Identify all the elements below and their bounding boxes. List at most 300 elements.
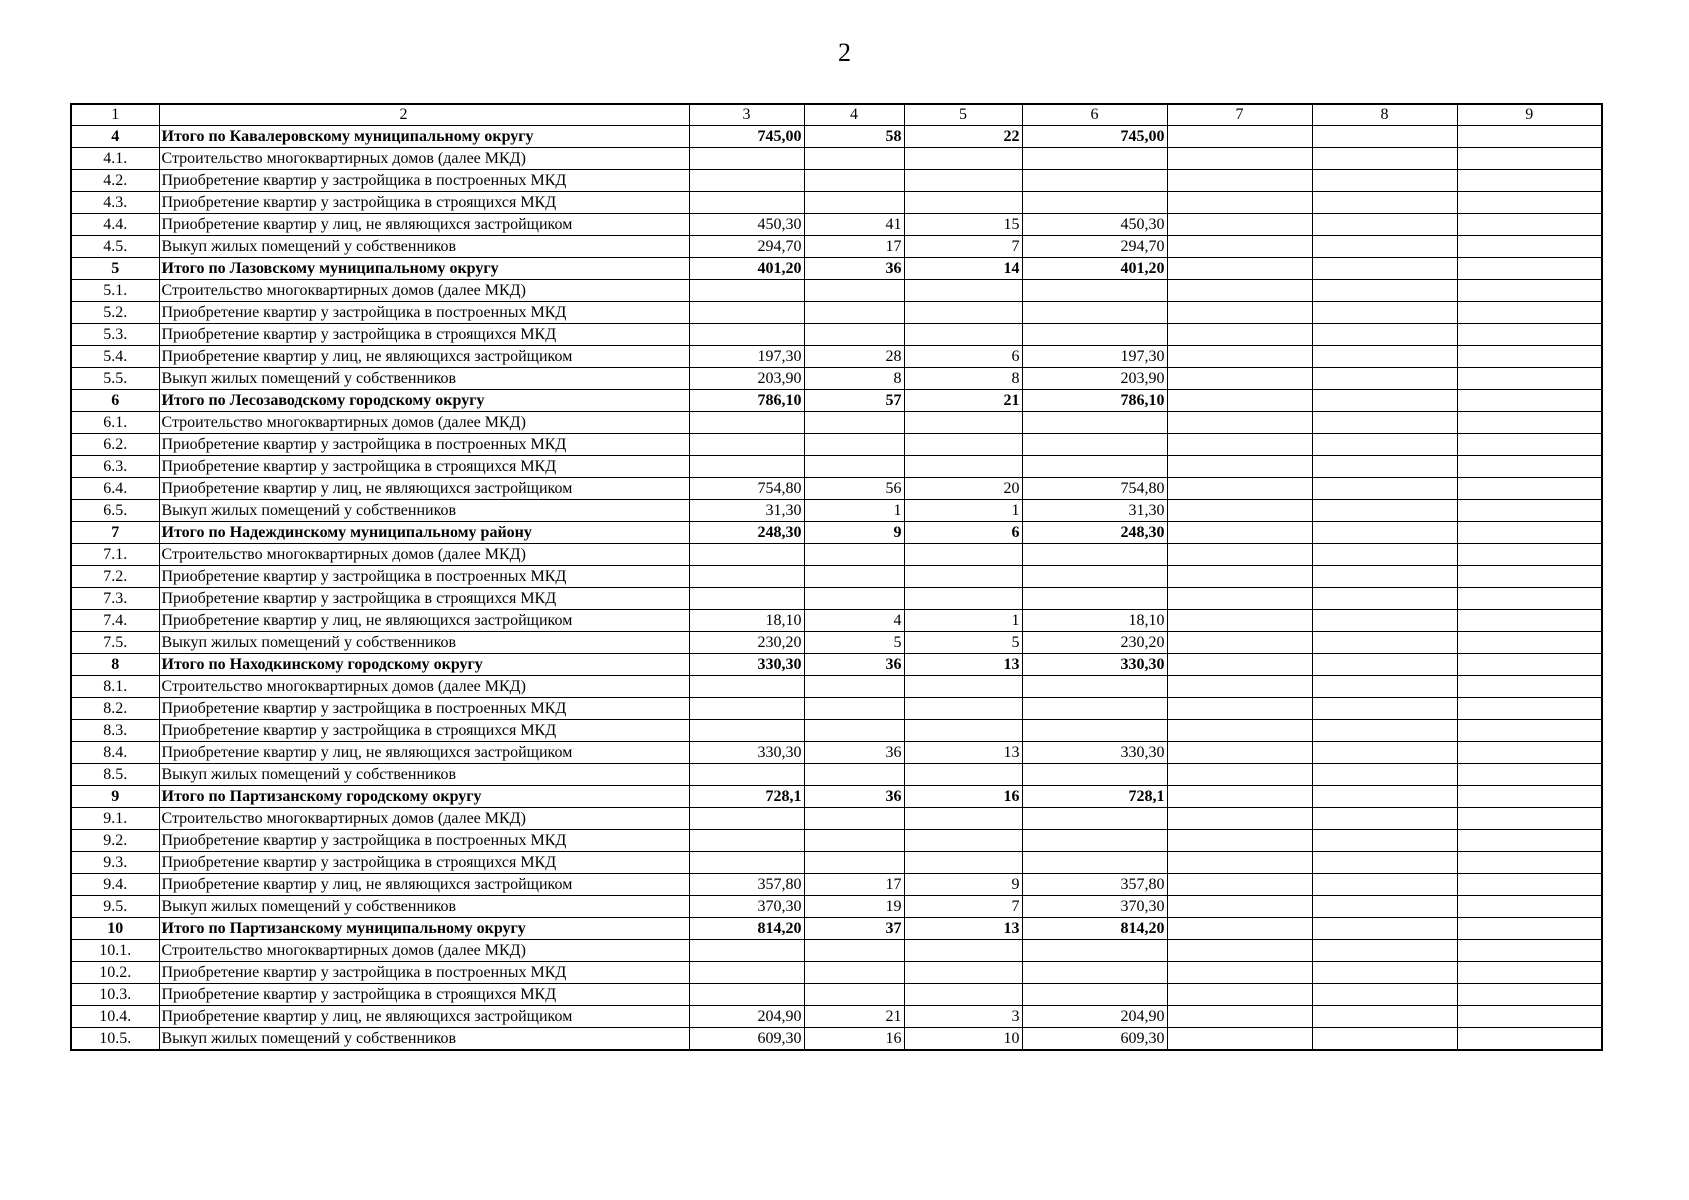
cell-col-3 [689, 698, 804, 720]
column-header: 2 [159, 104, 689, 126]
cell-col-8 [1312, 346, 1457, 368]
row-label-cell: Приобретение квартир у застройщика в построенных МКД [159, 170, 689, 192]
row-label-cell: Выкуп жилых помещений у собственников [159, 764, 689, 786]
cell-col-8 [1312, 654, 1457, 676]
row-label-cell: Итого по Партизанскому муниципальному округу [159, 918, 689, 940]
cell-col-7 [1167, 610, 1312, 632]
cell-col-7 [1167, 698, 1312, 720]
cell-col-4: 5 [804, 632, 904, 654]
table-row [71, 874, 1602, 896]
cell-col-4: 41 [804, 214, 904, 236]
cell-col-6: 357,80 [1022, 874, 1167, 896]
row-label-cell: Строительство многоквартирных домов (далее МКД) [159, 676, 689, 698]
row-number-cell: 9 [71, 786, 159, 808]
row-label-cell: Приобретение квартир у лиц, не являющихся застройщиком [159, 1006, 689, 1028]
row-label-cell: Приобретение квартир у застройщика в строящихся МКД [159, 588, 689, 610]
cell-col-5 [904, 984, 1022, 1006]
cell-col-9 [1457, 808, 1602, 830]
cell-col-5: 13 [904, 742, 1022, 764]
cell-col-9 [1457, 478, 1602, 500]
cell-col-7 [1167, 192, 1312, 214]
cell-col-8 [1312, 720, 1457, 742]
cell-col-6 [1022, 676, 1167, 698]
column-header-row [71, 104, 1602, 126]
column-header: 4 [804, 104, 904, 126]
cell-col-3: 357,80 [689, 874, 804, 896]
row-label-cell: Приобретение квартир у застройщика в построенных МКД [159, 962, 689, 984]
cell-col-9 [1457, 676, 1602, 698]
cell-col-4: 36 [804, 742, 904, 764]
row-number-cell: 5.1. [71, 280, 159, 302]
cell-col-7 [1167, 1028, 1312, 1051]
cell-col-9 [1457, 610, 1602, 632]
cell-col-5 [904, 412, 1022, 434]
row-number-cell: 6.3. [71, 456, 159, 478]
cell-col-7 [1167, 368, 1312, 390]
row-number-cell: 5 [71, 258, 159, 280]
cell-col-9 [1457, 566, 1602, 588]
cell-col-3 [689, 434, 804, 456]
cell-col-3: 197,30 [689, 346, 804, 368]
cell-col-6: 330,30 [1022, 742, 1167, 764]
total-row [71, 522, 1602, 544]
row-label-cell: Приобретение квартир у застройщика в построенных МКД [159, 830, 689, 852]
total-row [71, 786, 1602, 808]
row-label-cell: Приобретение квартир у застройщика в строящихся МКД [159, 456, 689, 478]
cell-col-6: 754,80 [1022, 478, 1167, 500]
row-number-cell: 7.2. [71, 566, 159, 588]
cell-col-4 [804, 280, 904, 302]
cell-col-4: 28 [804, 346, 904, 368]
cell-col-8 [1312, 830, 1457, 852]
cell-col-4: 37 [804, 918, 904, 940]
cell-col-9 [1457, 170, 1602, 192]
cell-col-9 [1457, 522, 1602, 544]
cell-col-6 [1022, 698, 1167, 720]
cell-col-4 [804, 148, 904, 170]
row-label-cell: Приобретение квартир у застройщика в строящихся МКД [159, 720, 689, 742]
cell-col-4: 36 [804, 654, 904, 676]
cell-col-4: 8 [804, 368, 904, 390]
cell-col-8 [1312, 544, 1457, 566]
table-row [71, 280, 1602, 302]
cell-col-5 [904, 170, 1022, 192]
cell-col-6: 728,1 [1022, 786, 1167, 808]
cell-col-3 [689, 192, 804, 214]
row-number-cell: 9.5. [71, 896, 159, 918]
cell-col-8 [1312, 478, 1457, 500]
cell-col-4: 16 [804, 1028, 904, 1051]
row-label-cell: Приобретение квартир у лиц, не являющихся застройщиком [159, 610, 689, 632]
row-number-cell: 10 [71, 918, 159, 940]
cell-col-5 [904, 280, 1022, 302]
cell-col-9 [1457, 280, 1602, 302]
table-row [71, 346, 1602, 368]
row-label-cell: Строительство многоквартирных домов (далее МКД) [159, 940, 689, 962]
row-label-cell: Итого по Надеждинскому муниципальному району [159, 522, 689, 544]
column-header: 8 [1312, 104, 1457, 126]
table-row [71, 896, 1602, 918]
cell-col-5: 7 [904, 896, 1022, 918]
cell-col-6 [1022, 808, 1167, 830]
cell-col-9 [1457, 126, 1602, 148]
cell-col-3: 31,30 [689, 500, 804, 522]
row-number-cell: 5.3. [71, 324, 159, 346]
cell-col-7 [1167, 874, 1312, 896]
cell-col-5 [904, 324, 1022, 346]
row-label-cell: Приобретение квартир у лиц, не являющихся застройщиком [159, 742, 689, 764]
row-label-cell: Строительство многоквартирных домов (далее МКД) [159, 280, 689, 302]
cell-col-7 [1167, 148, 1312, 170]
cell-col-5: 1 [904, 610, 1022, 632]
row-number-cell: 8.1. [71, 676, 159, 698]
column-header: 7 [1167, 104, 1312, 126]
cell-col-9 [1457, 192, 1602, 214]
total-row [71, 390, 1602, 412]
row-label-cell: Приобретение квартир у застройщика в строящихся МКД [159, 852, 689, 874]
cell-col-4: 17 [804, 874, 904, 896]
table-row [71, 456, 1602, 478]
table-row [71, 148, 1602, 170]
cell-col-7 [1167, 236, 1312, 258]
row-number-cell: 10.2. [71, 962, 159, 984]
table-row [71, 302, 1602, 324]
cell-col-9 [1457, 368, 1602, 390]
cell-col-3 [689, 412, 804, 434]
table-row [71, 544, 1602, 566]
cell-col-4 [804, 302, 904, 324]
row-label-cell: Приобретение квартир у застройщика в построенных МКД [159, 302, 689, 324]
cell-col-3: 814,20 [689, 918, 804, 940]
cell-col-4 [804, 940, 904, 962]
column-header: 3 [689, 104, 804, 126]
total-row [71, 654, 1602, 676]
table-row [71, 368, 1602, 390]
row-label-cell: Приобретение квартир у застройщика в построенных МКД [159, 566, 689, 588]
cell-col-3: 728,1 [689, 786, 804, 808]
row-number-cell: 8.5. [71, 764, 159, 786]
cell-col-7 [1167, 170, 1312, 192]
cell-col-4 [804, 434, 904, 456]
cell-col-5 [904, 698, 1022, 720]
row-number-cell: 6.2. [71, 434, 159, 456]
cell-col-9 [1457, 588, 1602, 610]
cell-col-8 [1312, 192, 1457, 214]
cell-col-8 [1312, 632, 1457, 654]
row-number-cell: 10.3. [71, 984, 159, 1006]
cell-col-8 [1312, 302, 1457, 324]
cell-col-6 [1022, 544, 1167, 566]
row-label-cell: Строительство многоквартирных домов (далее МКД) [159, 412, 689, 434]
cell-col-3: 609,30 [689, 1028, 804, 1051]
cell-col-7 [1167, 478, 1312, 500]
cell-col-9 [1457, 984, 1602, 1006]
cell-col-5: 13 [904, 654, 1022, 676]
cell-col-9 [1457, 1006, 1602, 1028]
cell-col-6: 294,70 [1022, 236, 1167, 258]
cell-col-8 [1312, 1028, 1457, 1051]
cell-col-3 [689, 676, 804, 698]
cell-col-5: 7 [904, 236, 1022, 258]
cell-col-8 [1312, 456, 1457, 478]
cell-col-3: 745,00 [689, 126, 804, 148]
cell-col-9 [1457, 324, 1602, 346]
cell-col-7 [1167, 940, 1312, 962]
cell-col-8 [1312, 764, 1457, 786]
cell-col-6: 230,20 [1022, 632, 1167, 654]
cell-col-5: 16 [904, 786, 1022, 808]
cell-col-5: 22 [904, 126, 1022, 148]
row-number-cell: 4.1. [71, 148, 159, 170]
cell-col-9 [1457, 962, 1602, 984]
cell-col-5: 6 [904, 522, 1022, 544]
cell-col-3: 401,20 [689, 258, 804, 280]
total-row [71, 126, 1602, 148]
cell-col-3 [689, 170, 804, 192]
cell-col-7 [1167, 632, 1312, 654]
cell-col-9 [1457, 214, 1602, 236]
cell-col-7 [1167, 544, 1312, 566]
cell-col-4: 56 [804, 478, 904, 500]
cell-col-6: 786,10 [1022, 390, 1167, 412]
cell-col-7 [1167, 654, 1312, 676]
cell-col-8 [1312, 896, 1457, 918]
row-label-cell: Приобретение квартир у лиц, не являющихся застройщиком [159, 214, 689, 236]
row-label-cell: Приобретение квартир у застройщика в построенных МКД [159, 698, 689, 720]
cell-col-8 [1312, 368, 1457, 390]
table-row [71, 434, 1602, 456]
cell-col-4: 36 [804, 786, 904, 808]
cell-col-8 [1312, 258, 1457, 280]
cell-col-3 [689, 720, 804, 742]
cell-col-9 [1457, 456, 1602, 478]
cell-col-5: 8 [904, 368, 1022, 390]
row-number-cell: 8.3. [71, 720, 159, 742]
cell-col-3: 204,90 [689, 1006, 804, 1028]
table-row [71, 764, 1602, 786]
row-number-cell: 4.5. [71, 236, 159, 258]
cell-col-6: 330,30 [1022, 654, 1167, 676]
cell-col-6 [1022, 456, 1167, 478]
table-row [71, 412, 1602, 434]
cell-col-5 [904, 830, 1022, 852]
cell-col-5: 10 [904, 1028, 1022, 1051]
cell-col-7 [1167, 830, 1312, 852]
cell-col-9 [1457, 236, 1602, 258]
cell-col-8 [1312, 214, 1457, 236]
cell-col-4 [804, 808, 904, 830]
cell-col-4 [804, 852, 904, 874]
cell-col-6 [1022, 434, 1167, 456]
cell-col-9 [1457, 148, 1602, 170]
cell-col-8 [1312, 962, 1457, 984]
cell-col-5 [904, 434, 1022, 456]
table-row [71, 742, 1602, 764]
row-number-cell: 9.4. [71, 874, 159, 896]
table-row [71, 1028, 1602, 1051]
cell-col-4 [804, 698, 904, 720]
cell-col-8 [1312, 786, 1457, 808]
cell-col-3: 370,30 [689, 896, 804, 918]
cell-col-9 [1457, 830, 1602, 852]
cell-col-4: 17 [804, 236, 904, 258]
row-number-cell: 5.2. [71, 302, 159, 324]
cell-col-5 [904, 720, 1022, 742]
cell-col-7 [1167, 456, 1312, 478]
cell-col-8 [1312, 500, 1457, 522]
cell-col-4 [804, 170, 904, 192]
cell-col-4 [804, 676, 904, 698]
cell-col-9 [1457, 852, 1602, 874]
cell-col-5 [904, 852, 1022, 874]
cell-col-8 [1312, 742, 1457, 764]
cell-col-6: 814,20 [1022, 918, 1167, 940]
cell-col-3 [689, 566, 804, 588]
cell-col-5: 15 [904, 214, 1022, 236]
row-number-cell: 7.1. [71, 544, 159, 566]
cell-col-5 [904, 676, 1022, 698]
cell-col-7 [1167, 346, 1312, 368]
cell-col-4 [804, 588, 904, 610]
cell-col-5: 20 [904, 478, 1022, 500]
row-number-cell: 6.4. [71, 478, 159, 500]
row-number-cell: 6.1. [71, 412, 159, 434]
cell-col-8 [1312, 280, 1457, 302]
cell-col-7 [1167, 1006, 1312, 1028]
table-row [71, 676, 1602, 698]
cell-col-8 [1312, 588, 1457, 610]
table-row [71, 192, 1602, 214]
cell-col-9 [1457, 786, 1602, 808]
cell-col-7 [1167, 324, 1312, 346]
cell-col-4 [804, 192, 904, 214]
row-number-cell: 8.4. [71, 742, 159, 764]
cell-col-5 [904, 808, 1022, 830]
cell-col-8 [1312, 852, 1457, 874]
cell-col-8 [1312, 610, 1457, 632]
row-number-cell: 5.5. [71, 368, 159, 390]
cell-col-6: 18,10 [1022, 610, 1167, 632]
cell-col-3: 450,30 [689, 214, 804, 236]
cell-col-6 [1022, 764, 1167, 786]
cell-col-3: 754,80 [689, 478, 804, 500]
cell-col-7 [1167, 984, 1312, 1006]
cell-col-3: 330,30 [689, 654, 804, 676]
cell-col-6 [1022, 170, 1167, 192]
row-label-cell: Выкуп жилых помещений у собственников [159, 632, 689, 654]
table-row [71, 698, 1602, 720]
table-row [71, 808, 1602, 830]
table-row [71, 1006, 1602, 1028]
cell-col-6 [1022, 984, 1167, 1006]
table-row [71, 830, 1602, 852]
row-label-cell: Итого по Лазовскому муниципальному округу [159, 258, 689, 280]
cell-col-6: 197,30 [1022, 346, 1167, 368]
cell-col-3 [689, 280, 804, 302]
cell-col-3 [689, 764, 804, 786]
cell-col-8 [1312, 170, 1457, 192]
table-row [71, 214, 1602, 236]
table-row [71, 852, 1602, 874]
row-label-cell: Приобретение квартир у лиц, не являющихся застройщиком [159, 874, 689, 896]
cell-col-3: 248,30 [689, 522, 804, 544]
cell-col-6 [1022, 412, 1167, 434]
row-number-cell: 9.2. [71, 830, 159, 852]
column-header: 9 [1457, 104, 1602, 126]
data-table [70, 103, 1603, 1051]
cell-col-3 [689, 984, 804, 1006]
cell-col-8 [1312, 676, 1457, 698]
cell-col-7 [1167, 588, 1312, 610]
cell-col-3: 203,90 [689, 368, 804, 390]
cell-col-4 [804, 720, 904, 742]
cell-col-8 [1312, 522, 1457, 544]
cell-col-5: 9 [904, 874, 1022, 896]
cell-col-4 [804, 984, 904, 1006]
cell-col-7 [1167, 808, 1312, 830]
cell-col-7 [1167, 522, 1312, 544]
cell-col-9 [1457, 698, 1602, 720]
cell-col-9 [1457, 742, 1602, 764]
total-row [71, 918, 1602, 940]
table-row [71, 720, 1602, 742]
cell-col-8 [1312, 918, 1457, 940]
table-row [71, 478, 1602, 500]
cell-col-7 [1167, 962, 1312, 984]
row-label-cell: Строительство многоквартирных домов (далее МКД) [159, 148, 689, 170]
cell-col-7 [1167, 918, 1312, 940]
cell-col-3: 330,30 [689, 742, 804, 764]
cell-col-6 [1022, 962, 1167, 984]
row-label-cell: Приобретение квартир у застройщика в строящихся МКД [159, 192, 689, 214]
page-number: 2 [838, 38, 851, 67]
cell-col-3: 230,20 [689, 632, 804, 654]
row-label-cell: Выкуп жилых помещений у собственников [159, 236, 689, 258]
cell-col-5 [904, 544, 1022, 566]
cell-col-9 [1457, 764, 1602, 786]
row-label-cell: Выкуп жилых помещений у собственников [159, 368, 689, 390]
cell-col-4 [804, 962, 904, 984]
cell-col-9 [1457, 874, 1602, 896]
row-number-cell: 7.5. [71, 632, 159, 654]
cell-col-9 [1457, 346, 1602, 368]
cell-col-3 [689, 940, 804, 962]
row-label-cell: Приобретение квартир у лиц, не являющихся застройщиком [159, 346, 689, 368]
cell-col-7 [1167, 214, 1312, 236]
cell-col-4 [804, 830, 904, 852]
cell-col-6 [1022, 148, 1167, 170]
cell-col-8 [1312, 566, 1457, 588]
cell-col-4: 57 [804, 390, 904, 412]
cell-col-6: 31,30 [1022, 500, 1167, 522]
row-label-cell: Итого по Находкинскому городскому округу [159, 654, 689, 676]
table-body [71, 104, 1602, 1050]
row-number-cell: 6.5. [71, 500, 159, 522]
cell-col-4: 9 [804, 522, 904, 544]
table-row [71, 610, 1602, 632]
row-label-cell: Выкуп жилых помещений у собственников [159, 896, 689, 918]
cell-col-8 [1312, 390, 1457, 412]
cell-col-5 [904, 302, 1022, 324]
row-label-cell: Строительство многоквартирных домов (далее МКД) [159, 808, 689, 830]
cell-col-8 [1312, 1006, 1457, 1028]
row-number-cell: 5.4. [71, 346, 159, 368]
cell-col-6 [1022, 280, 1167, 302]
cell-col-8 [1312, 698, 1457, 720]
cell-col-3 [689, 962, 804, 984]
cell-col-9 [1457, 500, 1602, 522]
cell-col-7 [1167, 676, 1312, 698]
